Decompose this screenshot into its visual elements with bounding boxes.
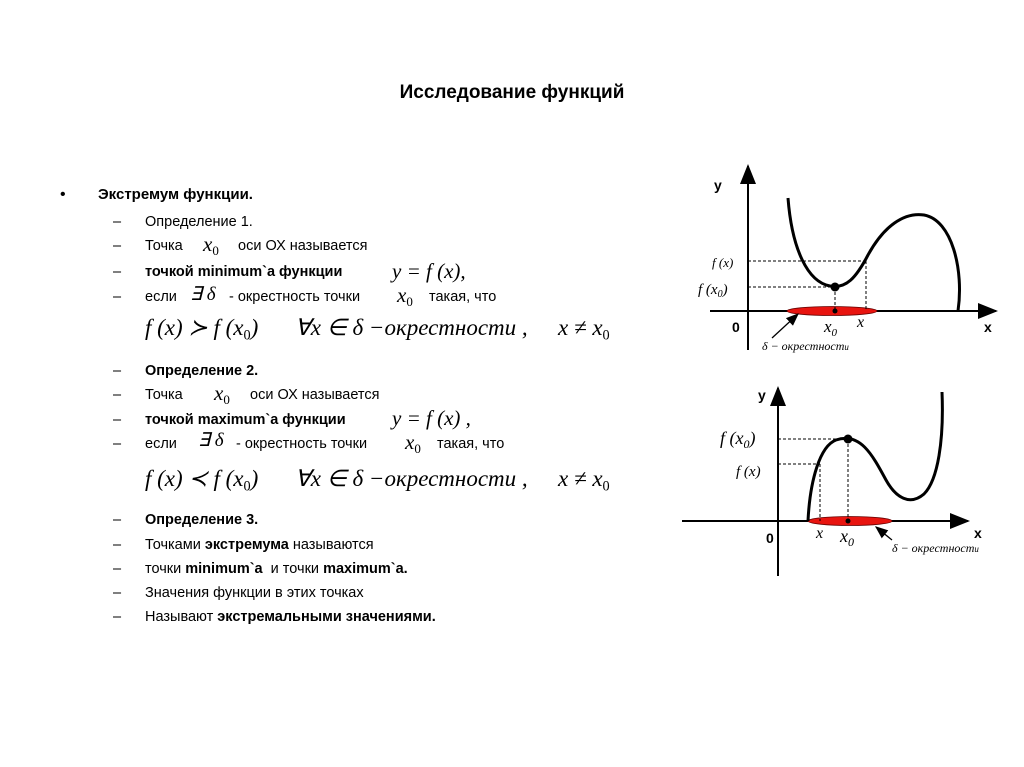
dash-marker: – [113,289,122,305]
def2-x0-point: $x_0$ [405,430,421,456]
def1-label: Определение 1. [145,214,253,230]
delta-label: δ − окрестности [892,541,979,555]
def2-forall: ∀x ∈ δ −окрестности , [295,466,528,491]
def2-such-that: такая, что [437,436,505,452]
def3-line1: Точками экстремума называются [145,537,374,553]
def2-x-not-x0: $x \ne x_0$ [558,466,610,495]
delta-arrow [772,314,798,338]
x0-tick [846,519,851,524]
maximum-graph [680,380,1010,580]
def1-axis-text: оси ОХ называется [238,238,368,254]
y-axis-label: y [714,177,722,193]
extremum-point [844,435,853,444]
dash-marker: – [113,238,122,254]
x-label: x [857,314,865,331]
def2-axis-text: оси ОХ называется [250,387,380,403]
def1-if: если [145,289,177,305]
def1-min-label: точкой minimum`а функции [145,264,343,280]
def2-function: y = f (x) , [392,406,471,430]
y-axis-label: y [758,387,766,403]
origin-label: 0 [766,530,774,546]
origin-label: 0 [732,319,740,335]
def3-label: Определение 3. [145,512,259,528]
dash-marker: – [113,264,122,280]
x-label: x [816,525,824,542]
x0-tick [833,309,838,314]
def1-neighborhood: - окрестность точки [229,289,361,305]
x0-label: $x_0$ [840,526,854,549]
slide-title: Исследование функций [399,82,625,103]
dash-marker: – [113,512,122,528]
def2-formula: f (x) ≺ f $(x_0)$ [145,466,259,495]
def1-x0-point: $x_0$ [397,283,413,309]
function-curve [788,198,960,311]
def1-x0: $x_0$ [203,232,219,258]
section-heading: Экстремум функции. [98,186,253,203]
def2-exists-delta: ∃ δ [198,430,224,451]
dash-marker: – [113,609,122,625]
delta-arrow [876,527,892,540]
def1-forall: ∀x ∈ δ −окрестности , [295,315,528,340]
def2-point: Точка [145,387,183,403]
delta-label: δ − окрестности [762,339,849,353]
fx-label: f (x) [712,255,734,270]
dash-marker: – [113,214,122,230]
def1-formula: f (x) ≻ f $(x_0)$ [145,315,259,344]
dash-marker: – [113,412,122,428]
x0-label: $x_0$ [824,317,838,339]
x-axis-label: x [974,525,982,541]
def3-line2: точки minimum`а и точки maximum`а. [145,561,408,577]
dash-marker: – [113,436,122,452]
def2-max-label: точкой maximum`а функции [145,412,346,428]
bullet-icon: • [60,186,66,203]
fx-label: f (x) [736,464,761,480]
dash-marker: – [113,585,122,601]
dash-marker: – [113,561,122,577]
def1-x-not-x0: $x \ne x_0$ [558,315,610,344]
def2-if: если [145,436,177,452]
def1-function: y = f (x), [392,259,466,283]
extremum-point [831,283,840,292]
fx0-label: f $(x_0)$ [720,428,756,451]
x-axis-label: x [984,319,992,335]
def3-line4: Называют экстремальными значениями. [145,609,436,625]
minimum-graph [690,160,1010,360]
function-curve [808,392,942,521]
def2-label: Определение 2. [145,363,259,379]
def3-line3: Значения функции в этих точках [145,585,364,601]
def2-neighborhood: - окрестность точки [236,436,368,452]
dash-marker: – [113,387,122,403]
def2-x0: $x_0$ [214,381,230,407]
dash-marker: – [113,363,122,379]
def1-point: Точка [145,238,183,254]
fx0-label: f $(x_0)$ [698,282,728,300]
def1-exists-delta: ∃ δ [190,284,216,305]
dash-marker: – [113,537,122,553]
def1-such-that: такая, что [429,289,497,305]
